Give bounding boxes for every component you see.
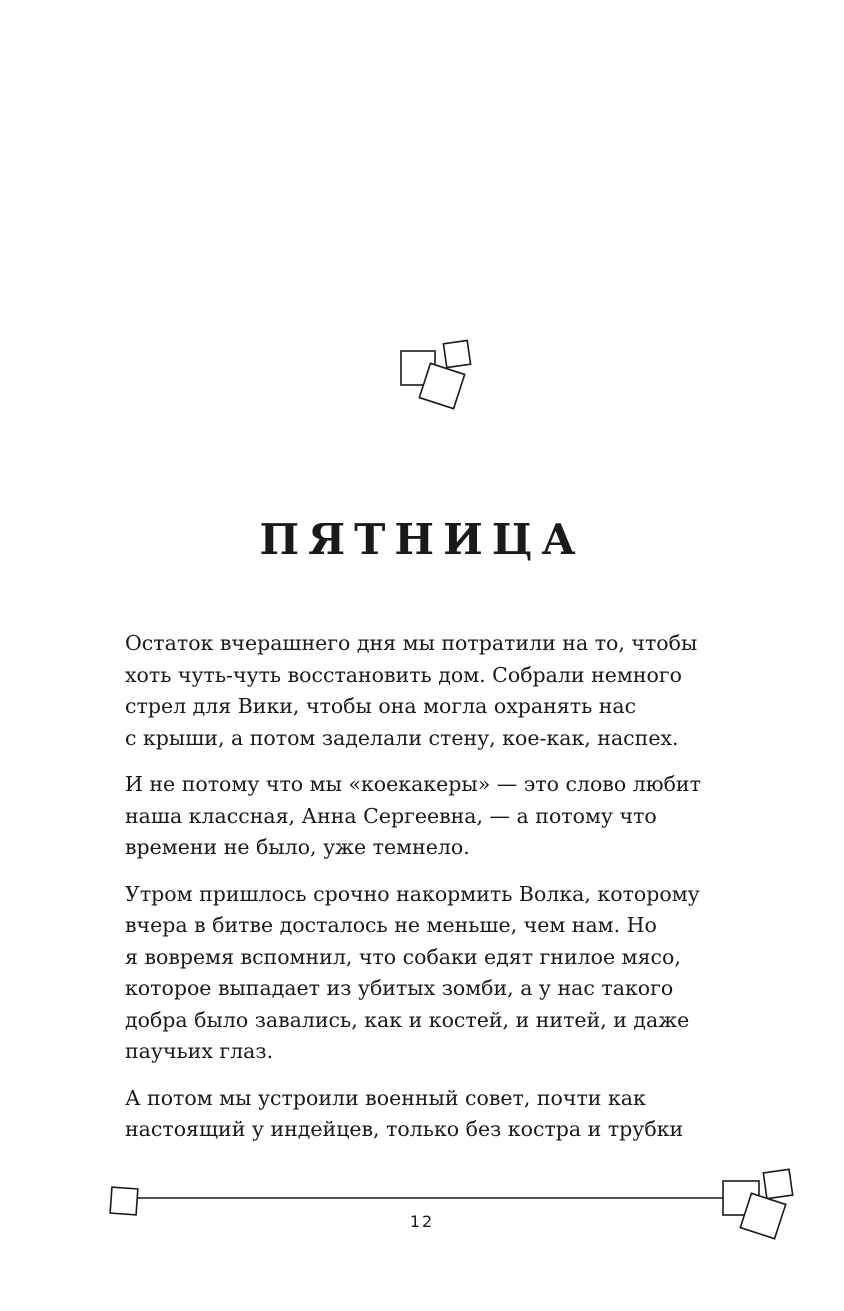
text-line: которое выпадает из убитых зомби, а у нас такого bbox=[125, 976, 674, 1000]
paragraph bbox=[125, 1083, 735, 1146]
paragraph bbox=[125, 628, 735, 754]
text-line: с крыши, а потом заделали стену, кое-как, наспех. bbox=[125, 725, 679, 750]
text-line: настоящий у индейцев, только без костра и трубки bbox=[125, 1117, 684, 1141]
page-number: 12 bbox=[409, 1212, 435, 1231]
text-line: добра было завались, как и костей, и нитей, и даже bbox=[125, 1007, 690, 1032]
chapter-title: ПЯТНИЦА bbox=[259, 515, 585, 564]
text-line: я вовремя вспомнил, что собаки едят гнилое мясо, bbox=[125, 944, 681, 969]
text-line: И не потому что мы «коекакеры» — это слово любит bbox=[125, 772, 701, 796]
text-line: Утром пришлось срочно накормить Волка, которому bbox=[125, 881, 700, 906]
text-line: паучьих глаз. bbox=[125, 1039, 274, 1063]
left-square-icon bbox=[110, 1187, 138, 1215]
paragraph bbox=[125, 879, 735, 1068]
squares-ornament-icon bbox=[398, 338, 478, 410]
text-line: вчера в битве досталось не меньше, чем нам. Но bbox=[125, 913, 657, 937]
text-line: наша классная, Анна Сергеевна, — а потому что bbox=[125, 803, 657, 828]
text-line: Остаток вчерашнего дня мы потратили на то, чтобы bbox=[125, 631, 698, 655]
text-line: стрел для Вики, чтобы она могла охранять нас bbox=[125, 694, 637, 718]
text-line: А потом мы устроили военный совет, почти как bbox=[125, 1085, 646, 1110]
text-line: времени не было, уже темнело. bbox=[125, 835, 470, 859]
body-text bbox=[125, 628, 735, 1161]
paragraph bbox=[125, 769, 735, 864]
text-line: хоть чуть-чуть восстановить дом. Собрали немного bbox=[125, 662, 682, 687]
footer-ornament bbox=[0, 1160, 844, 1260]
